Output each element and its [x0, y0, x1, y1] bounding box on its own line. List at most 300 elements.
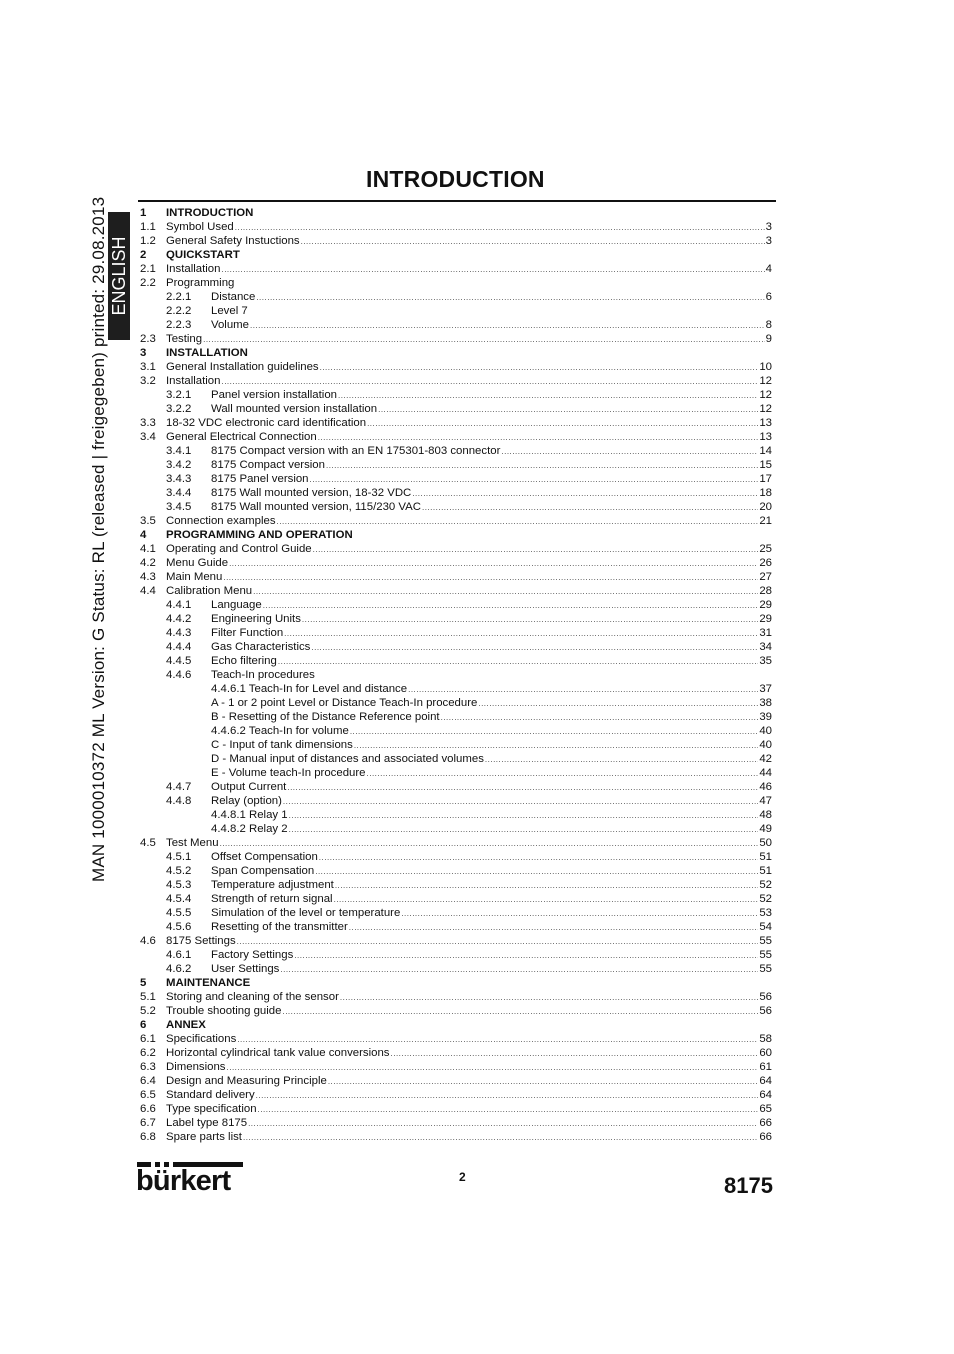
toc-entry-page: 6	[765, 291, 772, 303]
toc-entry-number: 3.4.4	[166, 487, 192, 499]
toc-entry	[140, 304, 772, 318]
toc-entry-page: 25	[759, 543, 772, 555]
toc-entry-title-line	[211, 808, 772, 823]
toc-dot-leader	[282, 1005, 758, 1019]
toc-entry	[140, 318, 772, 332]
toc-entry-label: Trouble shooting guide	[166, 1005, 282, 1017]
toc-entry-number: 1.1	[140, 221, 156, 233]
toc-dot-leader	[478, 697, 758, 711]
toc-entry-title-line	[211, 486, 772, 501]
toc-entry-title-line	[211, 458, 772, 473]
toc-entry	[140, 752, 772, 766]
toc-entry-title-line	[211, 444, 772, 459]
toc-dot-leader	[250, 319, 765, 333]
toc-entry-page: 26	[759, 557, 772, 569]
toc-entry-page: 56	[759, 1005, 772, 1017]
toc-entry	[140, 794, 772, 808]
toc-entry	[140, 724, 772, 738]
toc-entry	[140, 710, 772, 724]
toc-entry-label: Strength of return signal	[211, 893, 333, 905]
toc-entry	[140, 1032, 772, 1046]
toc-entry-page: 40	[759, 725, 772, 737]
toc-entry-label: QUICKSTART	[166, 249, 240, 261]
toc-entry-label: Label type 8175	[166, 1117, 248, 1129]
toc-entry-label: Installation	[166, 375, 221, 387]
toc-entry-number: 3.5	[140, 515, 156, 527]
page-number: 2	[459, 1170, 466, 1184]
toc-entry	[140, 668, 772, 682]
toc-entry	[140, 738, 772, 752]
toc-entry-page: 66	[759, 1131, 772, 1143]
toc-entry-label: INSTALLATION	[166, 347, 248, 359]
toc-entry-title-line	[166, 248, 772, 262]
toc-entry-label: General Safety Instuctions	[166, 235, 300, 247]
toc-entry-number: 6	[140, 1019, 147, 1031]
toc-entry-number: 4.5.1	[166, 851, 192, 863]
toc-entry-number: 4.6	[140, 935, 156, 947]
toc-dot-leader	[287, 781, 758, 795]
toc-entry-page: 58	[759, 1033, 772, 1045]
toc-entry	[140, 248, 772, 262]
toc-entry-label: 8175 Compact version	[211, 459, 325, 471]
toc-entry-page: 61	[759, 1061, 772, 1073]
toc-entry-number: 4.4.5	[166, 655, 192, 667]
toc-dot-leader	[391, 1047, 759, 1061]
toc-entry-number: 1.2	[140, 235, 156, 247]
toc-dot-leader	[248, 1117, 758, 1131]
toc-entry-page: 60	[759, 1047, 772, 1059]
toc-entry-number: 3.4.2	[166, 459, 192, 471]
toc-entry-label: Panel version installation	[211, 389, 338, 401]
toc-entry	[140, 696, 772, 710]
toc-dot-leader	[221, 263, 764, 277]
toc-entry-page: 20	[759, 501, 772, 513]
toc-entry-page: 55	[759, 949, 772, 961]
toc-entry-label: C - Input of tank dimensions	[211, 739, 353, 751]
toc-entry-title-line	[211, 598, 772, 613]
toc-dot-leader	[485, 753, 758, 767]
toc-entry-number: 4.5	[140, 837, 156, 849]
toc-entry	[140, 1060, 772, 1074]
toc-entry-number: 5.2	[140, 1005, 156, 1017]
toc-entry-number: 3.4.1	[166, 445, 192, 457]
toc-entry-title-line	[166, 976, 772, 990]
toc-entry-number: 3.2.2	[166, 403, 192, 415]
toc-entry	[140, 822, 772, 836]
table-of-contents	[140, 206, 772, 1144]
language-tab-label: ENGLISH	[109, 236, 129, 316]
toc-entry-page: 13	[759, 431, 772, 443]
toc-entry	[140, 976, 772, 990]
toc-entry-page: 42	[759, 753, 772, 765]
toc-entry-title-line	[211, 892, 772, 907]
toc-dot-leader	[277, 515, 759, 529]
toc-entry-number: 4.5.4	[166, 893, 192, 905]
toc-dot-leader	[302, 613, 758, 627]
toc-entry-number: 3.4.5	[166, 501, 192, 513]
toc-dot-leader	[319, 851, 759, 865]
toc-entry	[140, 920, 772, 934]
toc-entry	[140, 514, 772, 528]
toc-entry-label: 18-32 VDC electronic card identification	[166, 417, 367, 429]
toc-entry-number: 3.4	[140, 431, 156, 443]
toc-entry-title-line	[166, 528, 772, 542]
toc-entry-page: 52	[759, 879, 772, 891]
toc-entry-label: Factory Settings	[211, 949, 294, 961]
toc-entry-title-line	[166, 262, 772, 277]
toc-entry	[140, 836, 772, 850]
toc-entry	[140, 360, 772, 374]
toc-entry-number: 5.1	[140, 991, 156, 1003]
toc-dot-leader	[441, 711, 759, 725]
toc-entry-page: 53	[759, 907, 772, 919]
toc-entry-page: 47	[759, 795, 772, 807]
toc-entry-label: Offset Compensation	[211, 851, 318, 863]
toc-dot-leader	[258, 1103, 759, 1117]
toc-entry-label: Programming	[166, 277, 235, 289]
toc-entry-title-line	[211, 640, 772, 655]
toc-entry-page: 3	[765, 235, 772, 247]
toc-entry-label: General Installation guidelines	[166, 361, 319, 373]
toc-entry-title-line	[211, 612, 772, 627]
toc-entry-number: 3.4.3	[166, 473, 192, 485]
toc-entry	[140, 850, 772, 864]
toc-entry-page: 21	[759, 515, 772, 527]
toc-entry-label: Dimensions	[166, 1061, 226, 1073]
toc-entry-page: 12	[759, 375, 772, 387]
toc-entry-title-line	[166, 1018, 772, 1032]
toc-entry-label: User Settings	[211, 963, 280, 975]
toc-dot-leader	[237, 935, 759, 949]
toc-entry-label: Volume	[211, 319, 249, 331]
toc-entry-label: Span Compensation	[211, 865, 315, 877]
toc-entry-title-line	[211, 850, 772, 865]
toc-entry-title-line	[166, 1004, 772, 1019]
toc-entry	[140, 682, 772, 696]
toc-entry	[140, 1088, 772, 1102]
toc-dot-leader	[320, 361, 759, 375]
toc-entry	[140, 458, 772, 472]
toc-entry	[140, 542, 772, 556]
toc-entry-label: Temperature adjustment	[211, 879, 334, 891]
toc-entry-label: INTRODUCTION	[166, 207, 254, 219]
toc-dot-leader	[328, 1075, 759, 1089]
toc-entry-label: Gas Characteristics	[211, 641, 311, 653]
toc-dot-leader	[283, 795, 758, 809]
toc-entry-label: Calibration Menu	[166, 585, 253, 597]
toc-entry-number: 2.3	[140, 333, 156, 345]
toc-entry-title-line	[211, 290, 772, 305]
toc-entry-label: 4.4.8.2 Relay 2	[211, 823, 288, 835]
toc-entry	[140, 528, 772, 542]
toc-entry	[140, 556, 772, 570]
toc-entry-page: 31	[759, 627, 772, 639]
document-status-vertical-text: MAN 1000010372 ML Version: G Status: RL (released | freigegeben) printed: 29.08.2013	[89, 196, 108, 882]
toc-entry-page: 10	[759, 361, 772, 373]
toc-entry-title-line	[166, 934, 772, 949]
toc-entry-title-line	[211, 304, 772, 318]
toc-entry-number: 4.5.3	[166, 879, 192, 891]
toc-entry-title-line	[166, 430, 772, 445]
toc-entry	[140, 1102, 772, 1116]
toc-entry-title-line	[166, 1116, 772, 1131]
toc-entry	[140, 780, 772, 794]
toc-entry-number: 4	[140, 529, 147, 541]
toc-entry	[140, 206, 772, 220]
toc-dot-leader	[278, 655, 758, 669]
toc-entry-title-line	[166, 556, 772, 571]
toc-entry-number: 2.2	[140, 277, 156, 289]
toc-entry-label: Level 7	[211, 305, 248, 317]
toc-dot-leader	[318, 431, 759, 445]
toc-entry	[140, 486, 772, 500]
toc-entry-title-line	[211, 402, 772, 417]
toc-entry-page: 3	[765, 221, 772, 233]
toc-entry	[140, 1046, 772, 1060]
toc-entry-number: 4.4.6	[166, 669, 192, 681]
toc-entry-number: 6.3	[140, 1061, 156, 1073]
toc-entry-label: 4.4.6.2 Teach-In for volume	[211, 725, 349, 737]
toc-entry-number: 6.2	[140, 1047, 156, 1059]
toc-entry-title-line	[211, 696, 772, 711]
toc-entry-number: 3.2	[140, 375, 156, 387]
toc-dot-leader	[422, 501, 758, 515]
toc-entry-label: Menu Guide	[166, 557, 229, 569]
toc-entry-page: 46	[759, 781, 772, 793]
toc-entry-number: 4.3	[140, 571, 156, 583]
toc-entry-number: 3.2.1	[166, 389, 192, 401]
toc-entry-title-line	[211, 906, 772, 921]
toc-entry-label: E - Volume teach-In procedure	[211, 767, 366, 779]
toc-entry	[140, 948, 772, 962]
toc-entry-page: 39	[759, 711, 772, 723]
toc-dot-leader	[340, 991, 758, 1005]
toc-dot-leader	[237, 1033, 758, 1047]
toc-dot-leader	[350, 725, 759, 739]
toc-dot-leader	[229, 557, 758, 571]
toc-dot-leader	[310, 473, 759, 487]
toc-entry-title-line	[166, 514, 772, 529]
toc-dot-leader	[412, 487, 758, 501]
toc-entry-page: 48	[759, 809, 772, 821]
toc-entry-page: 54	[759, 921, 772, 933]
toc-entry-label: 8175 Compact version with an EN 175301-803 connector	[211, 445, 501, 457]
toc-entry	[140, 500, 772, 514]
toc-dot-leader	[227, 1061, 759, 1075]
toc-entry	[140, 290, 772, 304]
toc-entry	[140, 808, 772, 822]
toc-entry-title-line	[166, 990, 772, 1005]
toc-entry-number: 6.1	[140, 1033, 156, 1045]
toc-entry-number: 2.2.2	[166, 305, 192, 317]
toc-dot-leader	[349, 921, 759, 935]
toc-entry-page: 65	[759, 1103, 772, 1115]
toc-entry-page: 14	[759, 445, 772, 457]
page-title: INTRODUCTION	[366, 166, 545, 192]
toc-dot-leader	[315, 865, 758, 879]
toc-entry	[140, 990, 772, 1004]
toc-entry-number: 2	[140, 249, 147, 261]
toc-dot-leader	[367, 417, 758, 431]
toc-entry-page: 66	[759, 1117, 772, 1129]
toc-entry	[140, 1004, 772, 1018]
toc-entry-label: PROGRAMMING AND OPERATION	[166, 529, 353, 541]
toc-entry-label: Symbol Used	[166, 221, 234, 233]
toc-dot-leader	[501, 445, 758, 459]
toc-entry	[140, 640, 772, 654]
toc-entry-number: 6.7	[140, 1117, 156, 1129]
toc-entry-label: Simulation of the level or temperature	[211, 907, 401, 919]
toc-entry	[140, 276, 772, 290]
toc-dot-leader	[256, 291, 764, 305]
toc-dot-leader	[378, 403, 758, 417]
toc-entry-number: 2.2.1	[166, 291, 192, 303]
toc-entry-page: 12	[759, 389, 772, 401]
toc-entry-title-line	[211, 682, 772, 697]
toc-entry-label: Teach-In procedures	[211, 669, 315, 681]
toc-entry	[140, 472, 772, 486]
toc-entry-label: Storing and cleaning of the sensor	[166, 991, 339, 1003]
toc-entry-label: Output Current	[211, 781, 287, 793]
toc-entry-label: 8175 Settings	[166, 935, 236, 947]
toc-entry-label: 8175 Wall mounted version, 18-32 VDC	[211, 487, 412, 499]
toc-entry-title-line	[211, 864, 772, 879]
toc-entry-number: 4.4.1	[166, 599, 192, 611]
toc-entry-label: Filter Function	[211, 627, 284, 639]
toc-entry-label: Relay (option)	[211, 795, 282, 807]
toc-entry-label: Spare parts list	[166, 1131, 242, 1143]
toc-entry-label: ANNEX	[166, 1019, 206, 1031]
toc-dot-leader	[253, 585, 758, 599]
toc-entry-title-line	[166, 220, 772, 235]
toc-entry-title-line	[211, 654, 772, 669]
toc-entry-label: Connection examples	[166, 515, 276, 527]
toc-dot-leader	[334, 893, 759, 907]
toc-entry-page: 51	[759, 865, 772, 877]
toc-entry-title-line	[166, 542, 772, 557]
toc-entry-label: Specifications	[166, 1033, 237, 1045]
toc-entry-title-line	[166, 570, 772, 585]
toc-entry-label: 4.4.8.1 Relay 1	[211, 809, 288, 821]
toc-dot-leader	[223, 571, 758, 585]
toc-entry-title-line	[166, 206, 772, 220]
toc-dot-leader	[280, 963, 758, 977]
toc-dot-leader	[294, 949, 758, 963]
title-divider	[138, 200, 776, 202]
toc-entry-title-line	[166, 1074, 772, 1089]
toc-entry-page: 37	[759, 683, 772, 695]
toc-entry-title-line	[211, 724, 772, 739]
toc-entry-label: General Electrical Connection	[166, 431, 317, 443]
toc-entry-number: 4.1	[140, 543, 156, 555]
toc-entry	[140, 612, 772, 626]
toc-entry-number: 3.3	[140, 417, 156, 429]
toc-entry-page: 64	[759, 1075, 772, 1087]
toc-entry-page: 38	[759, 697, 772, 709]
toc-entry	[140, 584, 772, 598]
toc-entry-title-line	[211, 710, 772, 725]
toc-entry-label: Operating and Control Guide	[166, 543, 312, 555]
toc-entry	[140, 430, 772, 444]
logo-wordmark: bürkert	[136, 1165, 231, 1197]
toc-entry	[140, 262, 772, 276]
toc-dot-leader	[289, 809, 759, 823]
toc-entry-page: 18	[759, 487, 772, 499]
toc-entry-page: 55	[759, 963, 772, 975]
toc-entry	[140, 234, 772, 248]
toc-entry	[140, 416, 772, 430]
toc-entry-number: 2.2.3	[166, 319, 192, 331]
toc-entry-page: 27	[759, 571, 772, 583]
toc-dot-leader	[338, 389, 758, 403]
toc-entry-label: Language	[211, 599, 262, 611]
toc-entry-page: 52	[759, 893, 772, 905]
toc-entry	[140, 906, 772, 920]
language-tab	[108, 212, 130, 340]
toc-entry-label: 4.4.6.1 Teach-In for Level and distance	[211, 683, 408, 695]
toc-dot-leader	[311, 641, 758, 655]
toc-entry	[140, 1116, 772, 1130]
toc-entry	[140, 962, 772, 976]
toc-dot-leader	[401, 907, 758, 921]
toc-entry-number: 6.8	[140, 1131, 156, 1143]
toc-entry-label: 8175 Panel version	[211, 473, 309, 485]
toc-entry-label: Main Menu	[166, 571, 223, 583]
toc-entry	[140, 892, 772, 906]
toc-dot-leader	[367, 767, 759, 781]
toc-entry-page: 17	[759, 473, 772, 485]
toc-entry-label: Standard delivery	[166, 1089, 255, 1101]
toc-entry-page: 29	[759, 599, 772, 611]
toc-entry-title-line	[166, 836, 772, 851]
toc-entry-page: 34	[759, 641, 772, 653]
toc-dot-leader	[289, 823, 759, 837]
toc-dot-leader	[354, 739, 759, 753]
toc-entry-label: 8175 Wall mounted version, 115/230 VAC	[211, 501, 422, 513]
toc-entry-number: 4.6.2	[166, 963, 192, 975]
toc-entry-title-line	[211, 920, 772, 935]
toc-entry-label: A - 1 or 2 point Level or Distance Teach-In procedure	[211, 697, 478, 709]
toc-dot-leader	[284, 627, 758, 641]
toc-dot-leader	[203, 333, 765, 347]
toc-dot-leader	[326, 459, 758, 473]
toc-entry-title-line	[211, 472, 772, 487]
toc-entry-number: 6.6	[140, 1103, 156, 1115]
toc-entry-title-line	[211, 738, 772, 753]
toc-entry	[140, 444, 772, 458]
toc-entry-title-line	[166, 416, 772, 431]
toc-entry-label: MAINTENANCE	[166, 977, 251, 989]
toc-entry-page: 35	[759, 655, 772, 667]
toc-entry-label: Echo filtering	[211, 655, 277, 667]
toc-entry-label: Testing	[166, 333, 203, 345]
toc-entry-title-line	[166, 1032, 772, 1047]
toc-dot-leader	[301, 235, 765, 249]
toc-entry-page: 9	[765, 333, 772, 345]
toc-entry-title-line	[166, 1130, 772, 1145]
model-number: 8175	[724, 1173, 773, 1198]
toc-entry-title-line	[166, 276, 772, 290]
toc-entry-page: 13	[759, 417, 772, 429]
toc-entry-number: 4.5.2	[166, 865, 192, 877]
toc-entry-title-line	[211, 388, 772, 403]
toc-entry-number: 1	[140, 207, 147, 219]
toc-entry-page: 15	[759, 459, 772, 471]
toc-entry-label: Resetting of the transmitter	[211, 921, 348, 933]
toc-entry-number: 3.1	[140, 361, 156, 373]
toc-entry	[140, 598, 772, 612]
toc-dot-leader	[243, 1131, 758, 1145]
